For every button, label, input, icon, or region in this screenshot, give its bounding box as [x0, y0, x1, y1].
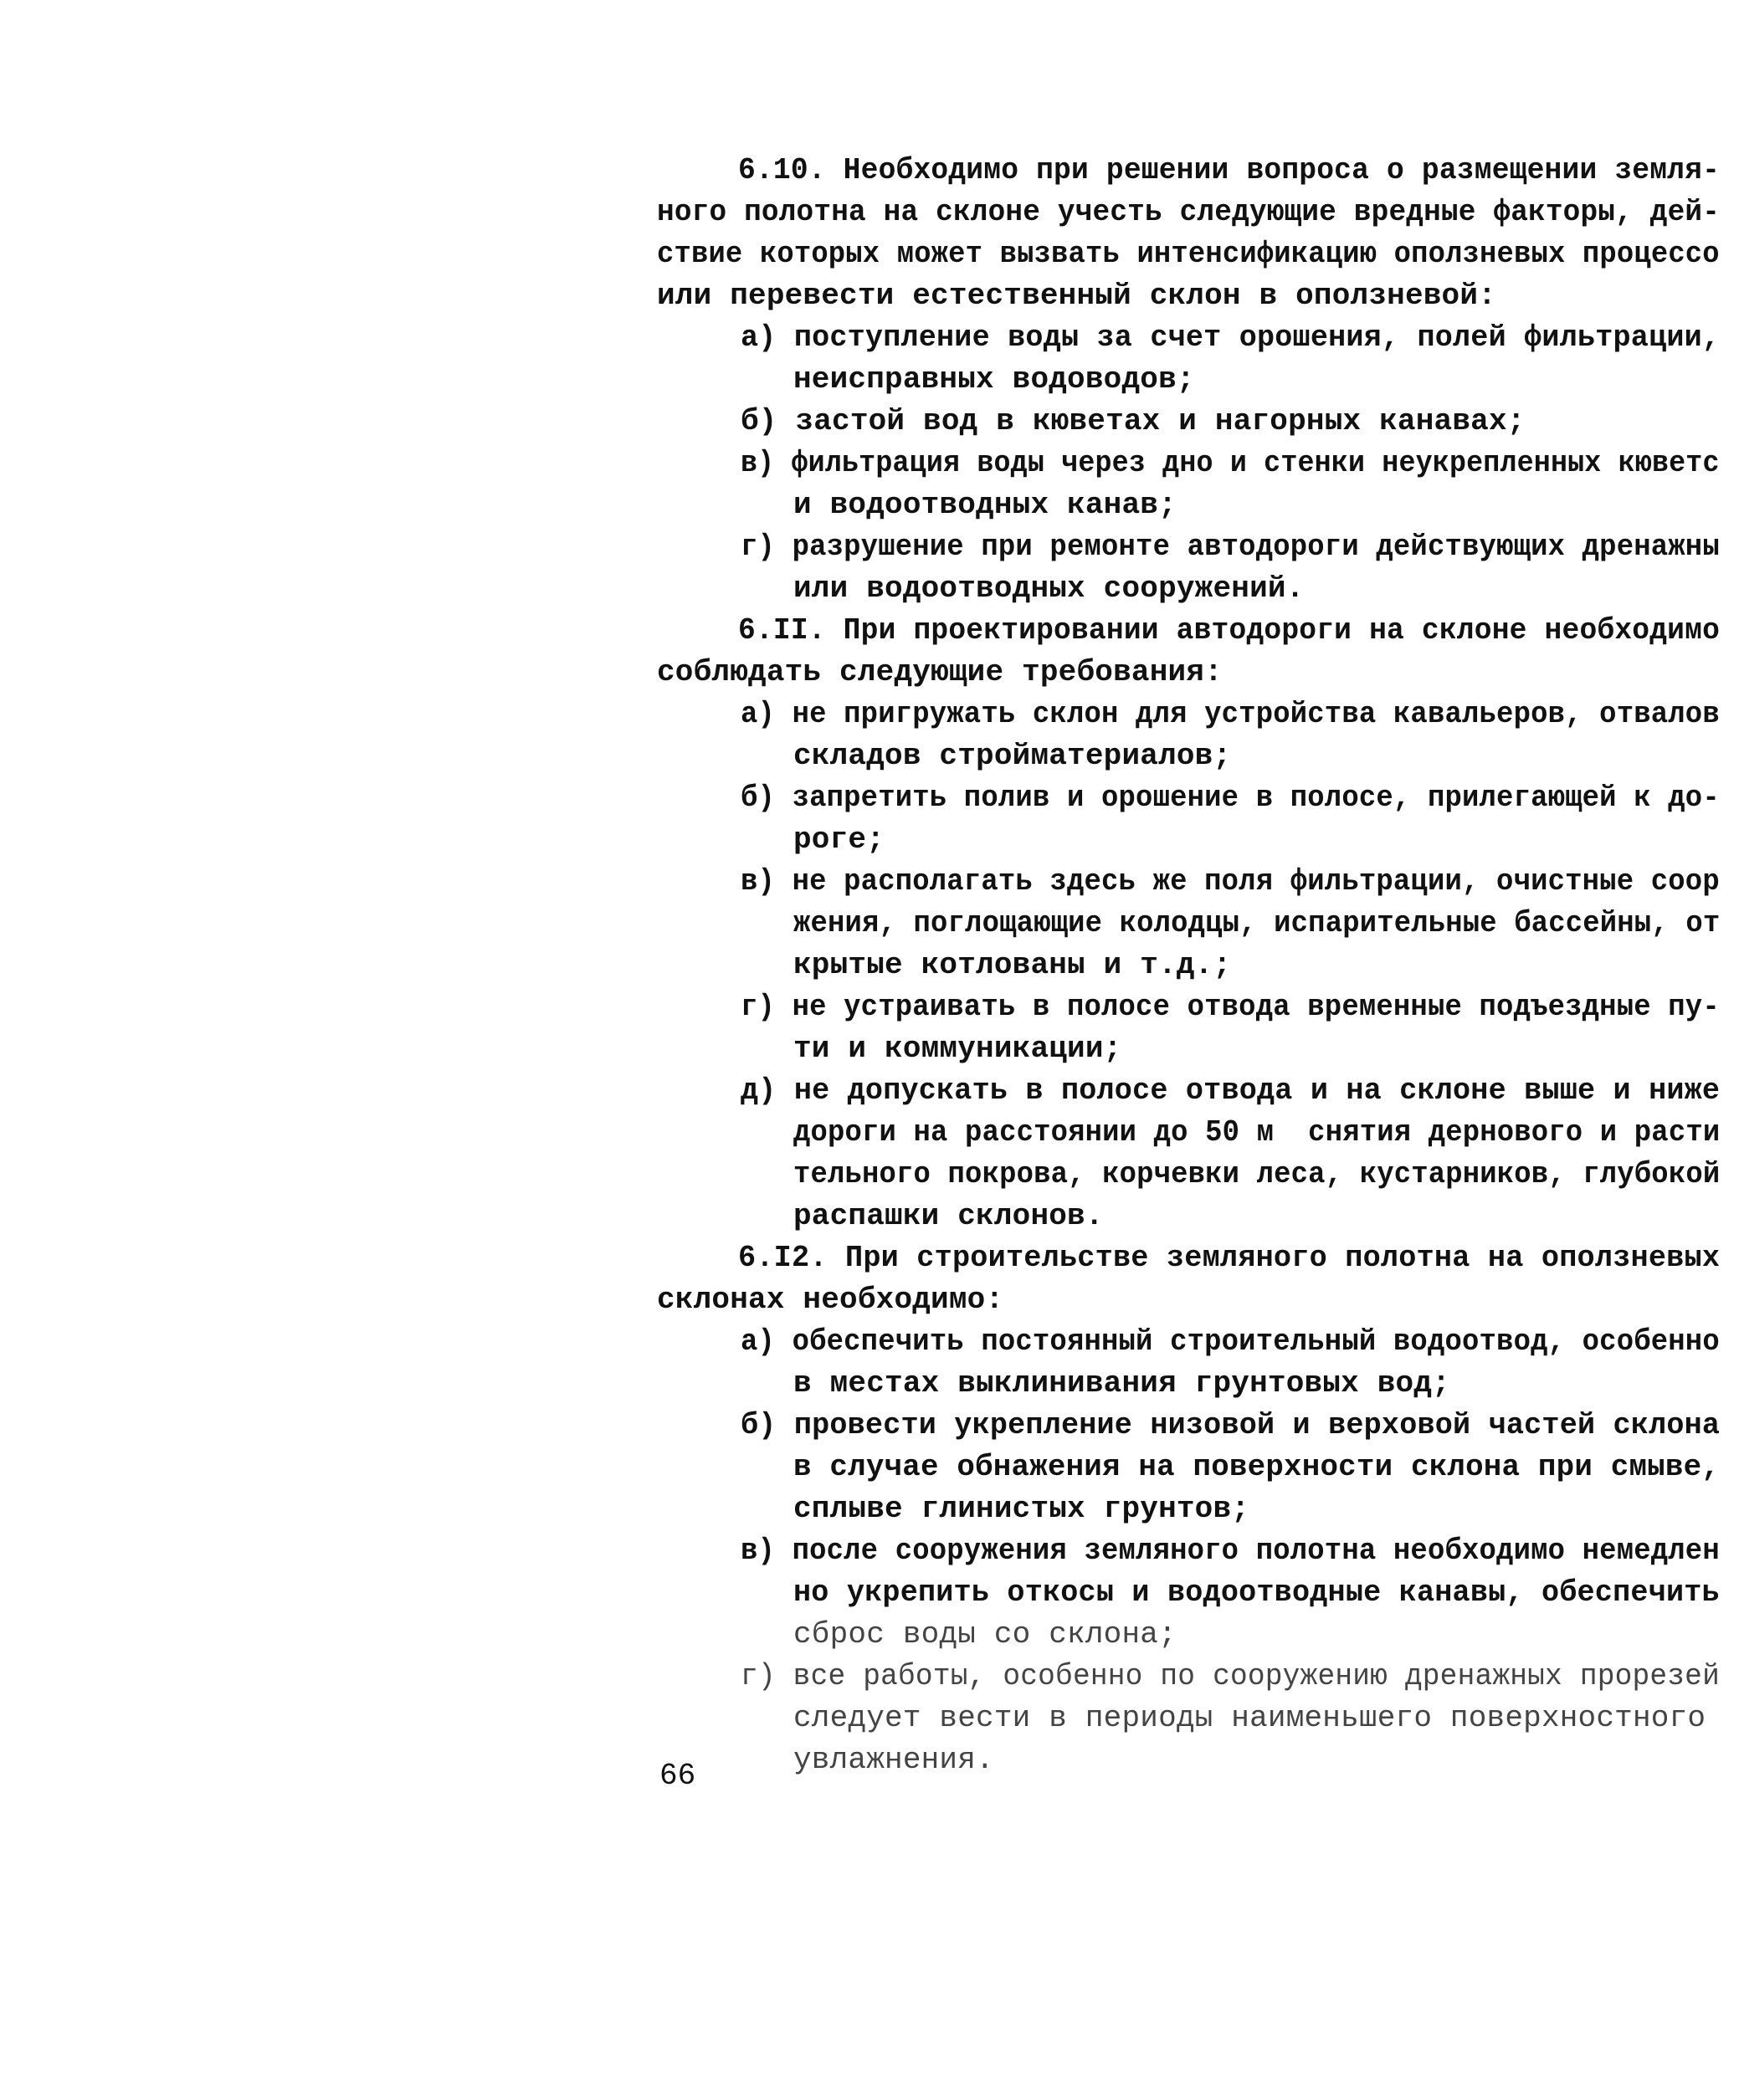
page-number: 66	[659, 1759, 696, 1793]
text-line: складов стройматериалов;	[793, 739, 1232, 773]
list-item: г) разрушение при ремонте автодороги действующих дренажны	[741, 530, 1720, 564]
list-item: в) фильтрация воды через дно и стенки неукрепленных кюветс	[741, 446, 1720, 480]
text-line: тельного покрова, корчевки леса, кустарников, глубокой	[793, 1157, 1721, 1191]
text-line: неисправных водоводов;	[793, 362, 1195, 397]
list-item: г) не устраивать в полосе отвода временные подъездные пу-	[741, 990, 1720, 1024]
list-item: в) после сооружения земляного полотна необходимо немедлен	[741, 1534, 1720, 1568]
text-line: в случае обнажения на поверхности склона при смыве,	[793, 1450, 1720, 1484]
text-line: и водоотводных канав;	[793, 488, 1177, 522]
text-line: склонах необходимо:	[657, 1283, 1004, 1317]
list-item: б) застой вод в кюветах и нагорных канавах;	[741, 404, 1526, 438]
list-item: б) запретить полив и орошение в полосе, прилегающей к до-	[741, 781, 1720, 815]
text-line: ствие которых может вызвать интенсификацию оползневых процессо	[657, 237, 1720, 271]
text-line: увлажнения.	[793, 1743, 994, 1777]
list-item: б) провести укрепление низовой и верховой частей склона	[741, 1408, 1721, 1442]
list-item: а) обеспечить постоянный строительный водоотвод, особенно	[741, 1324, 1720, 1359]
text-line: жения, поглощающие колодцы, испарительные бассейны, от	[793, 906, 1721, 940]
text-line: или водоотводных сооружений.	[793, 571, 1305, 606]
text-line: следует вести в периоды наименьшего поверхностного	[793, 1701, 1706, 1735]
text-line: сброс воды со склона;	[793, 1617, 1177, 1652]
list-item: в) не располагать здесь же поля фильтрации, очистные соор	[741, 864, 1720, 899]
text-line: в местах выклинивания грунтовых вод;	[793, 1366, 1450, 1401]
text-line: ти и коммуникации;	[793, 1032, 1122, 1066]
list-item: а) не пригружать склон для устройства кавальеров, отвалов	[741, 697, 1720, 731]
text-line: 6.I2. При строительстве земляного полотна на оползневых	[738, 1241, 1721, 1275]
text-line: крытые котлованы и т.д.;	[793, 948, 1232, 982]
list-item: а) поступление воды за счет орошения, полей фильтрации,	[741, 320, 1721, 355]
text-line: сплыве глинистых грунтов;	[793, 1492, 1250, 1526]
text-line: но укрепить откосы и водоотводные канавы, обеспечить	[793, 1575, 1720, 1610]
text-line: дороги на расстоянии до 50 м снятия дернового и расти	[793, 1115, 1721, 1150]
text-line: или перевести естественный склон в оползневой:	[657, 279, 1496, 313]
text-line: 6.II. При проектировании автодороги на склоне необходимо	[738, 613, 1721, 648]
list-item: г) все работы, особенно по сооружению дренажных прорезей	[741, 1659, 1720, 1693]
list-item: д) не допускать в полосе отвода и на склоне выше и ниже	[741, 1073, 1721, 1108]
text-line: соблюдать следующие требования:	[657, 655, 1223, 689]
text-line: 6.10. Необходимо при решении вопроса о размещении земля-	[738, 153, 1721, 187]
text-line: роге;	[793, 822, 885, 857]
text-line: ного полотна на склоне учесть следующие вредные факторы, дей-	[657, 195, 1721, 229]
text-line: распашки склонов.	[793, 1199, 1104, 1233]
